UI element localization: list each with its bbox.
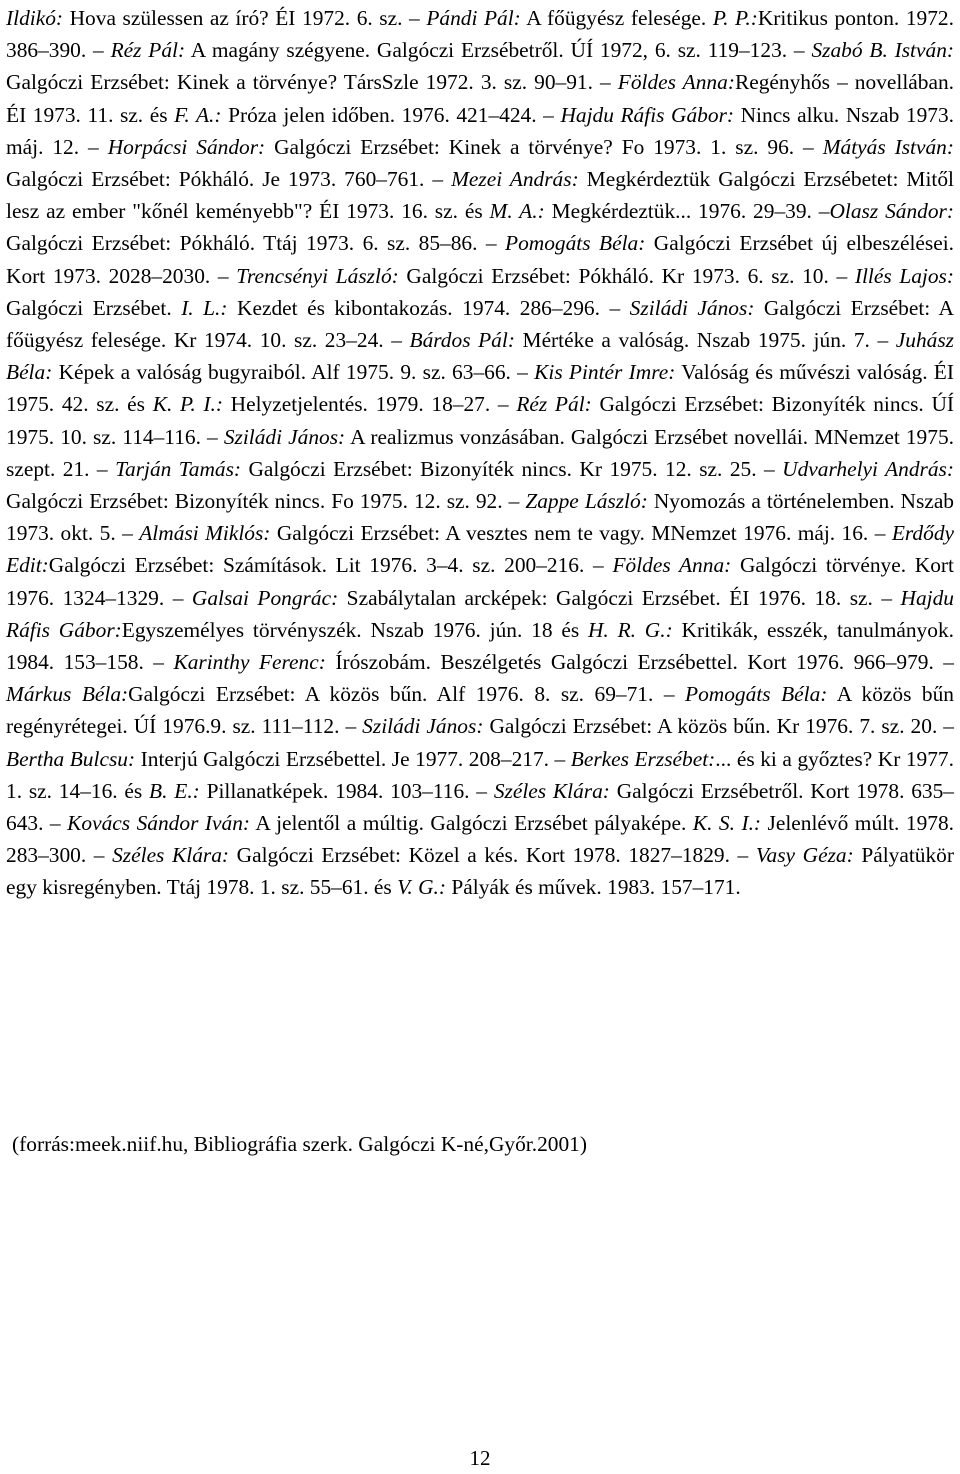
entry-citation: Galgóczi Erzsébetről. Kort 1978. 635–643. – bbox=[6, 778, 954, 836]
entry-author: Bertha Bulcsu: bbox=[6, 746, 136, 771]
entry-citation: Pályatükör egy kisregényben. Ttáj 1978. 1. sz. 55–61. és bbox=[6, 843, 955, 900]
entry-author: Hajdu Ráfis Gábor: bbox=[560, 102, 735, 127]
entry-author: Tarján Tamás: bbox=[115, 456, 242, 481]
entry-author: Szabó B. István: bbox=[811, 38, 955, 63]
entry-author: I. L.: bbox=[181, 295, 228, 320]
entry-citation: ... és ki a győztes? Kr 1977. 1. sz. 14–16. és bbox=[6, 746, 954, 803]
bibliography-paragraph bbox=[6, 2, 954, 904]
entry-author: Bárdos Pál: bbox=[409, 328, 515, 353]
entry-author: V. G.: bbox=[397, 875, 447, 900]
entry-citation: Nyomozás a történelemben. Nszab 1973. okt. 5. – bbox=[6, 489, 955, 546]
entry-author: Sziládi János: bbox=[223, 424, 346, 449]
entry-citation: Galgóczi Erzsébet: Pókháló. Ttáj 1973. 6. sz. 85–86. – bbox=[6, 231, 506, 256]
entry-author: Karinthy Ferenc: bbox=[173, 650, 326, 675]
entry-citation: Megkérdeztük Galgóczi Erzsébetet: Mitől lesz az ember "kőnél keményebb"? ÉI 1973. 16. sz. és bbox=[6, 167, 954, 224]
entry-author: B. E.: bbox=[149, 778, 200, 803]
entry-citation: Galgóczi Erzsébet: A közös bűn. Kr 1976. 7. sz. 20. – bbox=[483, 714, 954, 739]
entry-citation: Galgóczi Erzsébet: Bizonyíték nincs. Kr 1975. 12. sz. 25. – bbox=[241, 456, 783, 481]
entry-author: Udvarhelyi András: bbox=[782, 456, 954, 481]
entry-author: K. S. I.: bbox=[692, 811, 762, 836]
entry-citation: A közös bűn regényrétegei. ÚÍ 1976.9. sz. 111–112. – bbox=[6, 682, 954, 739]
entry-citation: Valóság és művészi valóság. ÉI 1975. 42. sz. és bbox=[6, 360, 954, 417]
entry-citation: Galgóczi Erzsébet: A vesztes nem te vagy. MNemzet 1976. máj. 16. – bbox=[270, 521, 892, 546]
entry-citation: Galgóczi Erzsébet: Pókháló. Je 1973. 760–761. – bbox=[6, 167, 452, 192]
entry-citation: Mértéke a valóság. Nszab 1975. jún. 7. – bbox=[514, 328, 896, 353]
entry-author: Vasy Géza: bbox=[755, 843, 854, 868]
entry-author: Almási Miklós: bbox=[139, 521, 271, 546]
entry-author: Illés Lajos: bbox=[854, 263, 954, 288]
entry-citation: Megkérdeztük... 1976. 29–39. – bbox=[544, 199, 830, 224]
entry-citation: Pillanatképek. 1984. 103–116. – bbox=[199, 778, 494, 803]
entry-citation: Jelenlévő múlt. 1978. 283–300. – bbox=[6, 811, 955, 868]
entry-citation: A főügyész felesége. bbox=[520, 6, 713, 30]
entry-author: Széles Klára: bbox=[112, 843, 230, 868]
entry-citation: Galgóczi Erzsébet: Közel a kés. Kort 1978. 1827–1829. – bbox=[229, 843, 756, 868]
entry-citation: Galgóczi Erzsébet: Számítások. Lit 1976. 3–4. sz. 200–216. – bbox=[48, 553, 613, 578]
entry-author: Mezei András: bbox=[451, 167, 579, 192]
entry-citation: Galgóczi Erzsébet: Bizonyíték nincs. Fo 1975. 12. sz. 92. – bbox=[6, 489, 526, 514]
entry-author: Széles Klára: bbox=[493, 778, 610, 803]
entry-author: Réz Pál: bbox=[110, 38, 186, 63]
entry-citation: Galgóczi Erzsébet: Pókháló. Kr 1973. 6. sz. 10. – bbox=[398, 263, 855, 288]
entry-author: P. P.: bbox=[712, 6, 758, 30]
entry-author: Erdődy Edit: bbox=[6, 521, 955, 578]
entry-citation: Regényhős – novellában. ÉI 1973. 11. sz. és bbox=[6, 70, 955, 127]
entry-citation: A jelentől a múltig. Galgóczi Erzsébet pályaképe. bbox=[250, 811, 693, 836]
entry-citation: Galgóczi Erzsébet: A főügyész felesége. Kr 1974. 10. sz. 23–24. – bbox=[6, 295, 954, 353]
entry-author: Sziládi János: bbox=[629, 295, 755, 320]
entry-citation: Pályák és művek. 1983. 157–171. bbox=[446, 875, 741, 900]
entry-citation: Galgóczi Erzsébet: Kinek a törvénye? Fo 1973. 1. sz. 96. – bbox=[265, 134, 823, 159]
entry-citation: A realizmus vonzásában. Galgóczi Erzsébet novellái. MNemzet 1975. szept. 21. – bbox=[6, 424, 954, 481]
entry-author: Horpácsi Sándor: bbox=[107, 134, 266, 159]
entry-author: Berkes Erzsébet: bbox=[570, 746, 716, 771]
entry-citation: Kritikus ponton. 1972. 386–390. – bbox=[6, 6, 954, 63]
entry-author: Pomogáts Béla: bbox=[505, 231, 646, 256]
entry-author: Pándi Pál: bbox=[426, 6, 521, 30]
entry-author: Sziládi János: bbox=[362, 714, 484, 739]
entry-citation: Írószobám. Beszélgetés Galgóczi Erzsébettel. Kort 1976. 966–979. – bbox=[325, 650, 954, 675]
page-number: 12 bbox=[469, 1446, 491, 1470]
entry-citation: Próza jelen időben. 1976. 421–424. – bbox=[221, 102, 561, 127]
entry-author: Galsai Pongrác: bbox=[191, 585, 339, 610]
entry-citation: Képek a valóság bugyraiból. Alf 1975. 9. sz. 63–66. – bbox=[52, 360, 535, 385]
entry-citation: Galgóczi törvénye. Kort 1976. 1324–1329. – bbox=[6, 553, 954, 610]
entry-author: Földes Anna: bbox=[617, 70, 735, 95]
source-note: (forrás:meek.niif.hu, Bibliográfia szerk. Galgóczi K-né,Győr.2001) bbox=[12, 1132, 587, 1156]
entry-author: Réz Pál: bbox=[516, 392, 592, 417]
entry-citation: Galgóczi Erzsébet: A közös bűn. Alf 1976. 8. sz. 69–71. – bbox=[128, 682, 686, 707]
entry-citation: Galgóczi Erzsébet: Bizonyíték nincs. ÚÍ 1975. 10. sz. 114–116. – bbox=[6, 392, 955, 449]
entry-citation: Interjú Galgóczi Erzsébettel. Je 1977. 208–217. – bbox=[135, 746, 571, 771]
entry-author: Pomogáts Béla: bbox=[685, 682, 828, 707]
entry-author: Trencsényi László: bbox=[236, 263, 399, 288]
entry-citation: Galgóczi Erzsébet. bbox=[6, 295, 182, 320]
entry-author: Földes Anna: bbox=[612, 553, 732, 578]
entry-citation: A magány szégyene. Galgóczi Erzsébetről. ÚÍ 1972, 6. sz. 119–123. – bbox=[185, 38, 812, 63]
entry-author: Kovács Sándor Iván: bbox=[67, 811, 251, 836]
entry-author: Hajdu Ráfis Gábor: bbox=[6, 585, 954, 642]
entry-citation: Egyszemélyes törvényszék. Nszab 1976. jún. 18 és bbox=[121, 617, 588, 642]
entry-author: F. A.: bbox=[174, 102, 222, 127]
entry-author: H. R. G.: bbox=[587, 617, 673, 642]
entry-citation: Galgóczi Erzsébet új elbeszélései. Kort 1973. 2028–2030. – bbox=[6, 231, 955, 288]
entry-citation: Nincs alku. Nszab 1973. máj. 12. – bbox=[6, 102, 954, 159]
entry-author: Mátyás István: bbox=[822, 134, 954, 159]
entry-citation: Hova szülessen az író? ÉI 1972. 6. sz. – bbox=[63, 6, 427, 30]
entry-author: Ildikó: bbox=[6, 6, 64, 30]
entry-citation: Kezdet és kibontakozás. 1974. 286–296. – bbox=[227, 295, 630, 320]
entry-author: Kis Pintér Imre: bbox=[534, 360, 676, 385]
entry-citation: Kritikák, esszék, tanulmányok. 1984. 153–158. – bbox=[6, 617, 954, 675]
entry-author: M. A.: bbox=[489, 199, 545, 224]
entry-author: Olasz Sándor: bbox=[829, 199, 954, 224]
entry-citation: Helyzetjelentés. 1979. 18–27. – bbox=[222, 392, 517, 417]
entry-author: Juhász Béla: bbox=[6, 328, 954, 385]
entry-citation: Galgóczi Erzsébet: Kinek a törvénye? TársSzle 1972. 3. sz. 90–91. – bbox=[6, 70, 618, 95]
entry-author: Márkus Béla: bbox=[6, 682, 129, 707]
entry-citation: Szabálytalan arcképek: Galgóczi Erzsébet. ÉI 1976. 18. sz. – bbox=[338, 585, 901, 610]
entry-author: K. P. I.: bbox=[152, 392, 223, 417]
entry-author: Zappe László: bbox=[525, 489, 648, 514]
